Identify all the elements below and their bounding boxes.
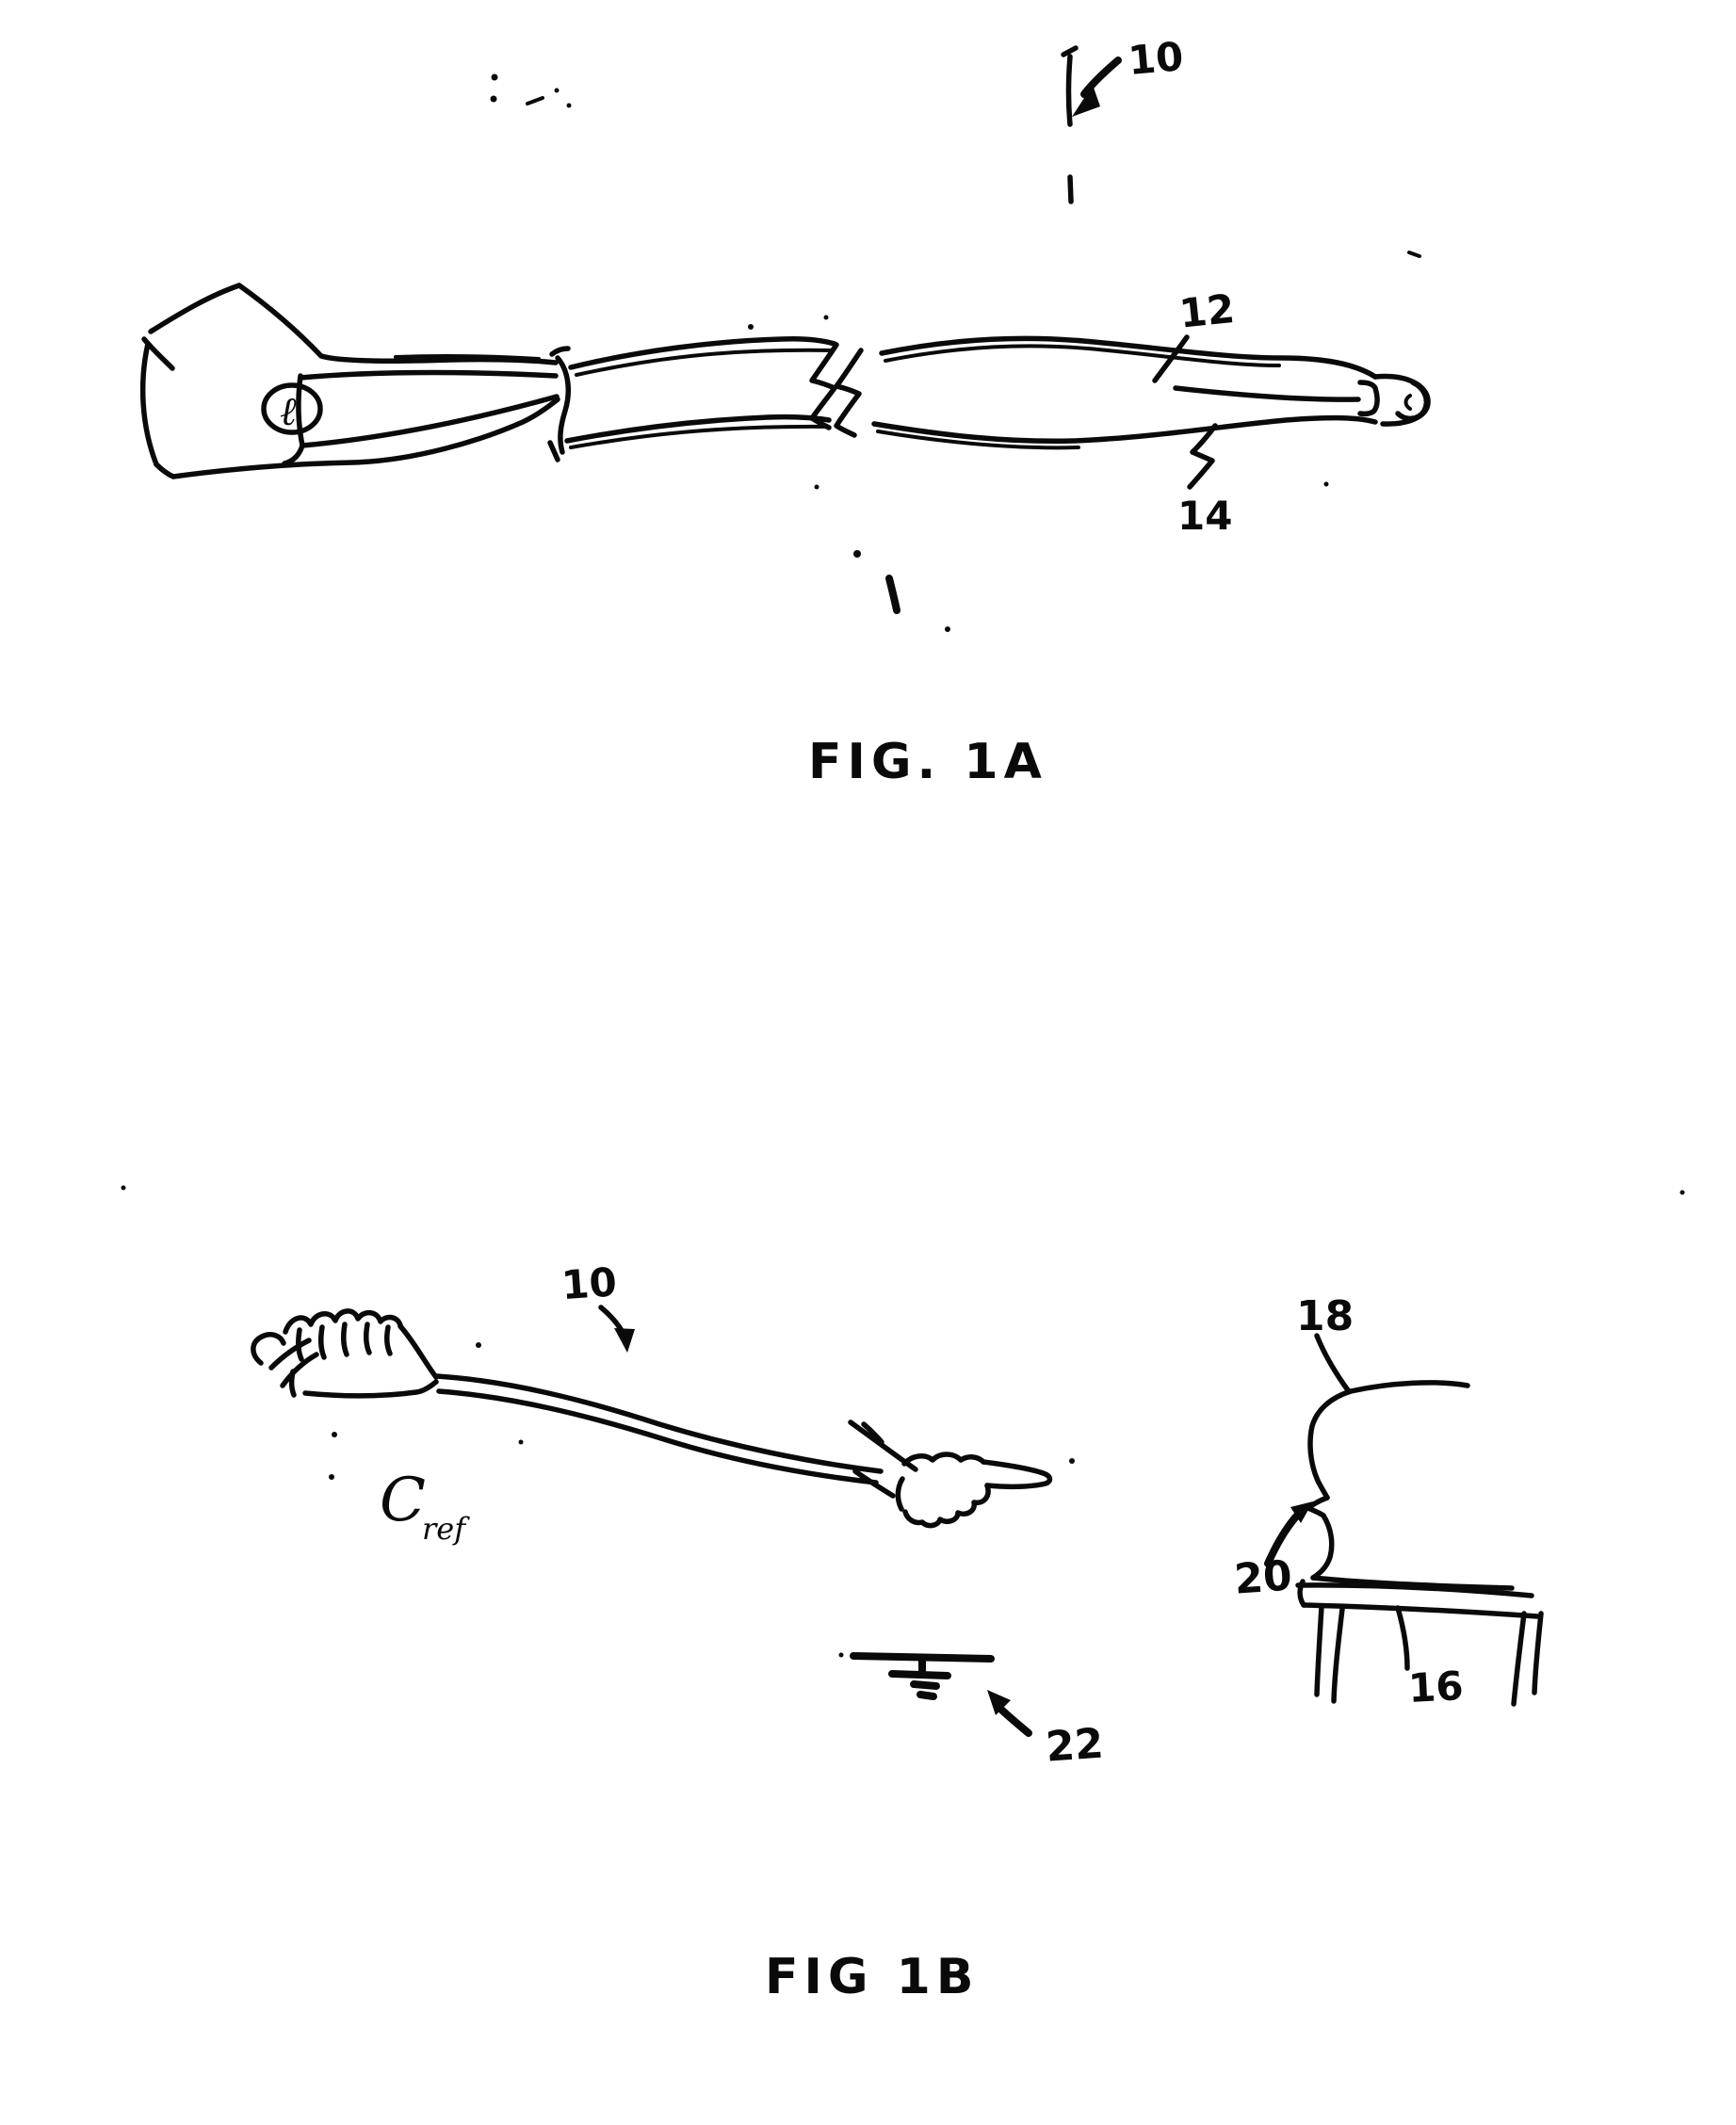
- speck: [476, 1342, 481, 1348]
- device-handle-sketch: [143, 285, 569, 477]
- ref-label-12: 12: [1176, 284, 1237, 337]
- speck: [824, 316, 829, 320]
- figure-1a-caption: FIG. 1A: [808, 734, 1047, 790]
- object-left-side: [1310, 1391, 1351, 1498]
- palm-left-outline: [898, 1479, 902, 1509]
- tip-sensor-circle: [1398, 382, 1426, 418]
- cref-capacitance-label: [380, 1466, 470, 1547]
- fist-finger-curl-3: [344, 1324, 347, 1354]
- break-zigzag-1: [812, 345, 836, 428]
- fig1b-ref10: [560, 1258, 635, 1353]
- wand-body-sketch: [437, 1376, 881, 1483]
- speck: [519, 1440, 524, 1445]
- handle-open-end-slash: [151, 285, 239, 332]
- index-finger-outline: [983, 1462, 1050, 1486]
- wand-top-line: [437, 1376, 881, 1471]
- figure-1b: [122, 1186, 1685, 2006]
- fist-finger-curl-5: [387, 1327, 390, 1354]
- ref10-arrow-shaft: [1084, 60, 1118, 94]
- speck-dash: [527, 98, 543, 104]
- ref-label-10-1b: 10: [560, 1258, 619, 1309]
- speck: [491, 96, 497, 103]
- ref-label-10-1a: 10: [1126, 33, 1186, 84]
- ref-label-22: 22: [1044, 1719, 1106, 1772]
- speck: [853, 550, 861, 558]
- table-leg-2: [1334, 1609, 1342, 1701]
- fist-bottom-outline: [305, 1382, 436, 1396]
- fist-finger-curl-2: [321, 1327, 324, 1357]
- ground-bar-shortest: [920, 1695, 933, 1696]
- speck-stroke: [889, 578, 897, 610]
- ref-label-18: 18: [1296, 1292, 1355, 1340]
- figure-1b-caption: FIG 1B: [765, 1949, 980, 2005]
- ref22-arrow-shaft: [998, 1706, 1029, 1733]
- wrist-cuff-line-3: [855, 1471, 893, 1496]
- shaft1-top-overstroke: [576, 350, 833, 375]
- ground-symbol: [839, 1653, 992, 1697]
- fig1b-ref22: [987, 1690, 1105, 1772]
- speck: [815, 485, 819, 490]
- speck: [329, 1474, 334, 1480]
- ref18-leader-line: [1317, 1336, 1348, 1390]
- shaft-break-symbol: [812, 345, 861, 435]
- wedge-left-line: [299, 376, 302, 446]
- target-object-sketch: [1308, 1383, 1512, 1588]
- ref-label-20: 20: [1232, 1551, 1294, 1604]
- shaft1-bottom-overstroke: [571, 427, 827, 447]
- break-zigzag-2: [836, 350, 861, 435]
- ref-label-14: 14: [1177, 493, 1233, 539]
- table-sketch: [1298, 1582, 1541, 1711]
- tip-inner-bracket: [1360, 382, 1377, 414]
- wedge-top-line: [300, 372, 556, 378]
- fist-wrist-stub: [292, 1371, 294, 1395]
- wand-bottom-line: [439, 1391, 876, 1483]
- shaft2-bottom-line: [874, 418, 1375, 442]
- fig1a-ref14: [1177, 426, 1232, 539]
- handle-collar-line: [558, 358, 568, 452]
- speck: [332, 1432, 337, 1437]
- table-left-end-cap: [1300, 1582, 1304, 1605]
- fist-top-right-outline: [400, 1326, 436, 1377]
- ref10-vertical-tick: [1069, 57, 1071, 124]
- ref10-lower-tick: [1070, 177, 1071, 202]
- handle-left-foot: [156, 464, 173, 477]
- cref-main: C: [380, 1466, 426, 1535]
- ground-bar-short: [914, 1684, 936, 1686]
- handle-left-bracket: [143, 344, 156, 464]
- speck: [555, 89, 560, 93]
- ref14-zigzag-leader: [1190, 426, 1215, 487]
- shaft2-top-line: [882, 338, 1375, 377]
- handle-button-mark: ℓ: [280, 388, 297, 434]
- ref16-leader-line: [1398, 1608, 1407, 1668]
- ref-label-16: 16: [1406, 1663, 1465, 1712]
- speck-dash: [1409, 252, 1420, 256]
- speck: [567, 104, 572, 108]
- speck: [492, 74, 498, 81]
- speck: [1069, 1458, 1075, 1464]
- speck: [1680, 1191, 1685, 1195]
- fig1a-ref12: [1155, 285, 1237, 381]
- fig1b-ink-specks: [122, 1186, 1685, 1481]
- device-shaft-left-section: [567, 339, 835, 447]
- object-top-edge: [1351, 1383, 1468, 1391]
- table-leg-4: [1534, 1614, 1541, 1693]
- speck: [748, 324, 754, 330]
- tip-inner-tube-line: [1176, 388, 1358, 399]
- fig1b-ref18: [1296, 1292, 1354, 1390]
- tip-sensor-inner-hook: [1406, 396, 1411, 409]
- pointing-hand-sketch: [851, 1422, 1050, 1526]
- table-front-edge: [1304, 1605, 1537, 1616]
- object-lower-bulge: [1313, 1516, 1332, 1578]
- handle-top-edge: [239, 285, 556, 363]
- gripping-hand-sketch: [253, 1311, 436, 1396]
- speck: [839, 1653, 844, 1658]
- curled-fingers-outline: [905, 1485, 988, 1526]
- collar-top-hook: [552, 349, 568, 354]
- figure-1a: [143, 33, 1428, 790]
- ref10-tick-hook: [1063, 48, 1076, 55]
- object-notch: [1308, 1498, 1327, 1516]
- hand-top-knuckles: [904, 1454, 983, 1464]
- table-leg-1: [1317, 1607, 1322, 1695]
- shaft1-bottom-line: [567, 417, 829, 441]
- speck: [122, 1186, 126, 1191]
- table-leg-3: [1514, 1614, 1524, 1704]
- fist-finger-curl-4: [366, 1324, 369, 1353]
- cref-subscript: ref: [422, 1511, 466, 1547]
- collar-bottom-tick: [550, 443, 558, 460]
- ref10b-arrowhead-icon: [614, 1328, 635, 1353]
- device-shaft-right-section: [874, 338, 1428, 447]
- speck: [945, 626, 950, 632]
- wedge-pocket-tail: [284, 446, 302, 463]
- speck: [1324, 482, 1329, 487]
- fig1a-ref10-pointer: [1063, 33, 1185, 202]
- ground-bar-mid: [892, 1674, 948, 1676]
